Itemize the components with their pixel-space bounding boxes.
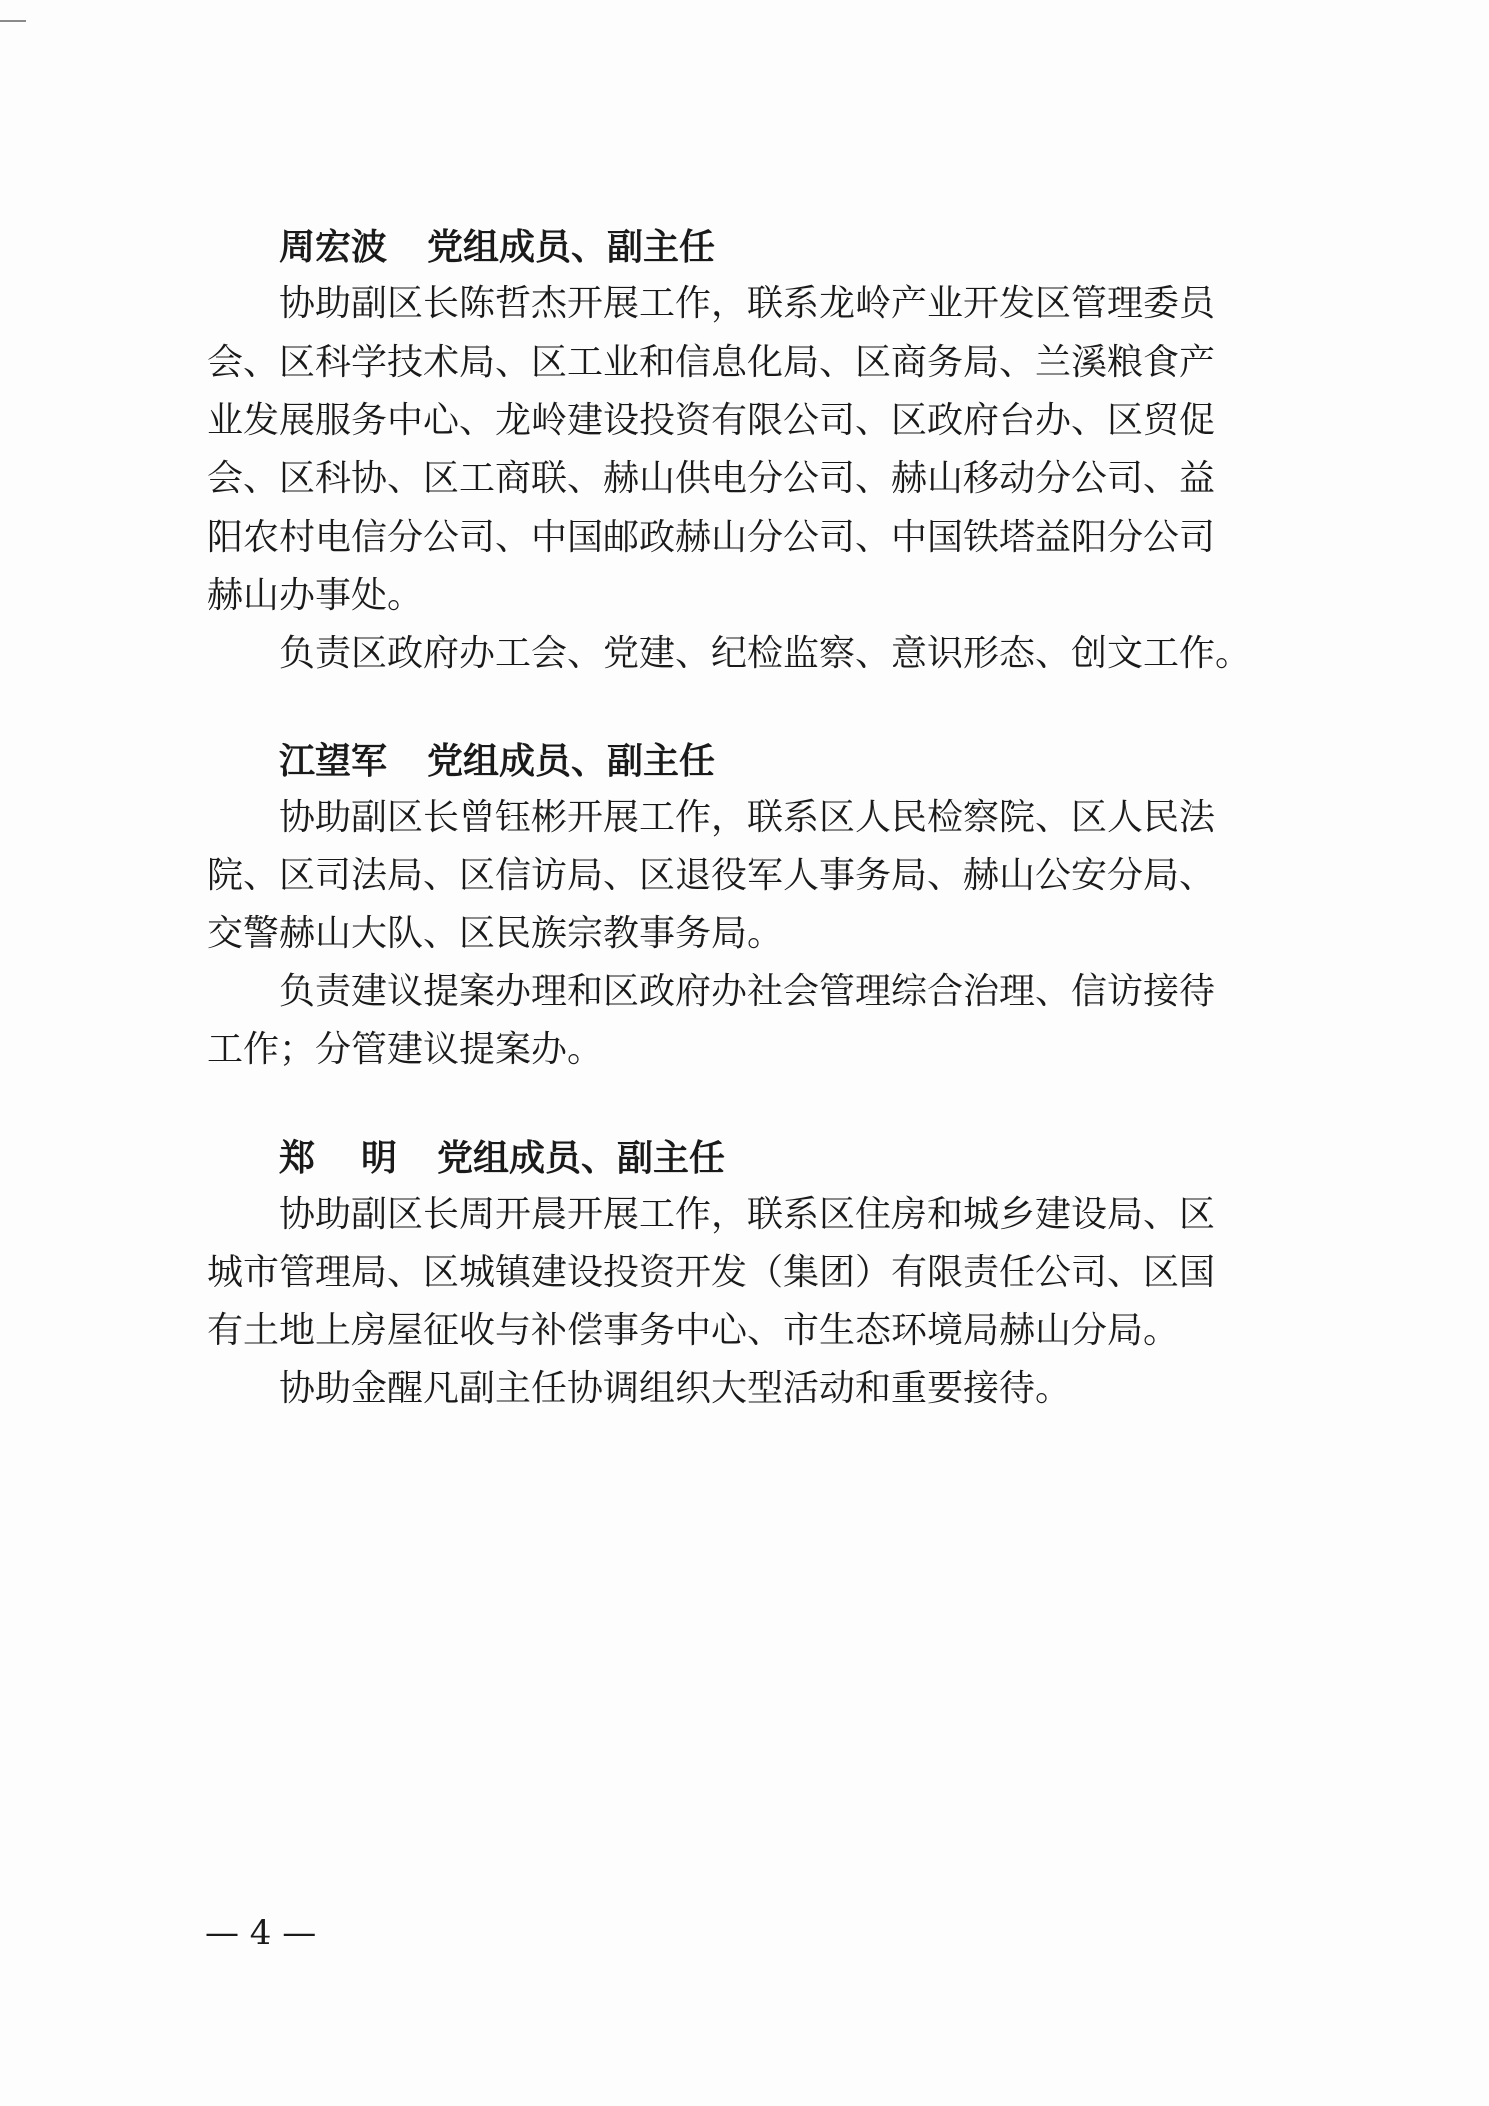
section-heading-zhou <box>279 228 715 268</box>
section-heading-jiang <box>279 742 715 782</box>
page-number: — 4 — <box>205 1913 317 1953</box>
paragraph-line: 赫山办事处。 <box>207 575 424 616</box>
section-heading-zheng <box>279 1139 725 1179</box>
paragraph-line: 院、区司法局、区信访局、区退役军人事务局、赫山公安分局、 <box>207 855 1216 896</box>
scan-corner-mark <box>0 20 26 22</box>
person-title: 党组成员、副主任 <box>427 741 716 782</box>
person-name: 周宏波 <box>279 227 388 268</box>
person-name-part2: 明 <box>361 1138 398 1179</box>
paragraph-line: 阳农村电信分公司、中国邮政赫山分公司、中国铁塔益阳分公司 <box>207 517 1216 558</box>
paragraph-line: 会、区科协、区工商联、赫山供电分公司、赫山移动分公司、益 <box>207 458 1216 499</box>
person-title: 党组成员、副主任 <box>437 1138 726 1179</box>
paragraph-line: 协助副区长曾钰彬开展工作，联系区人民检察院、区人民法 <box>279 797 1216 838</box>
paragraph-line: 负责建议提案办理和区政府办社会管理综合治理、信访接待 <box>279 971 1216 1012</box>
paragraph-line: 有土地上房屋征收与补偿事务中心、市生态环境局赫山分局。 <box>207 1310 1180 1351</box>
paragraph-line: 会、区科学技术局、区工业和信息化局、区商务局、兰溪粮食产 <box>207 342 1216 383</box>
paragraph-line: 协助金醒凡副主任协调组织大型活动和重要接待。 <box>279 1368 1072 1409</box>
paragraph-line: 负责区政府办工会、党建、纪检监察、意识形态、创文工作。 <box>279 633 1252 674</box>
person-name: 江望军 <box>279 741 388 782</box>
paragraph-line: 协助副区长陈哲杰开展工作，联系龙岭产业开发区管理委员 <box>279 283 1216 324</box>
person-title: 党组成员、副主任 <box>427 227 716 268</box>
paragraph-line: 交警赫山大队、区民族宗教事务局。 <box>207 913 784 954</box>
paragraph-line: 协助副区长周开晨开展工作，联系区住房和城乡建设局、区 <box>279 1194 1216 1235</box>
person-name-part1: 郑 <box>279 1138 316 1179</box>
paragraph-line: 城市管理局、区城镇建设投资开发（集团）有限责任公司、区国 <box>207 1252 1216 1293</box>
paragraph-line: 业发展服务中心、龙岭建设投资有限公司、区政府台办、区贸促 <box>207 400 1216 441</box>
paragraph-line: 工作；分管建议提案办。 <box>207 1029 604 1070</box>
